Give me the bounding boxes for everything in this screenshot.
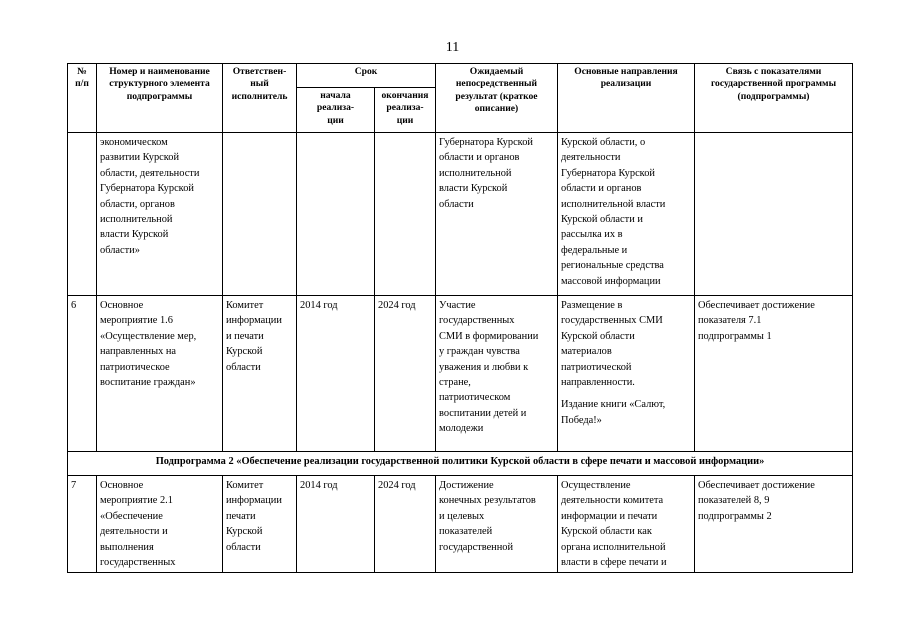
row-responsible-cell: Комитет информации и печати Курской области [223,296,297,452]
table-header-row [68,64,853,88]
subprogram-title: Подпрограмма 2 «Обеспечение реализации государственной политики Курской области в сфере печати и массовой информации» [68,452,853,476]
row-responsible-cell [223,133,297,296]
row-start-cell: 2014 год [297,476,375,573]
row-directions-cell: Осуществление деятельности комитета информации и печати Курской области как органа исполнительной власти в сфере печати и [558,476,695,573]
row-num-cell [68,133,97,296]
row-result-cell: Участие государственных СМИ в формировании у граждан чувства уважения и любви к стране, патриотическом воспитании детей и молодежи [436,296,558,452]
header-num: № п/п [68,64,97,133]
table-row [68,476,853,573]
table-row [68,296,853,452]
row-end-cell: 2024 год [375,476,436,573]
row-start-cell [297,133,375,296]
row-start-cell: 2014 год [297,296,375,452]
row-link-cell: Обеспечивает достижение показателей 8, 9 подпрограммы 2 [695,476,853,573]
header-name: Номер и наименование структурного элемента подпрограммы [97,64,223,133]
row-directions-cell: Размещение в государственных СМИ Курской области материалов патриотической направленности. Издание книги «Салют, Победа!» [558,296,695,452]
table-row [68,133,853,296]
row-num-cell: 7 [68,476,97,573]
row-link-cell: Обеспечивает достижение показателя 7.1 подпрограммы 1 [695,296,853,452]
header-term: Срок [297,64,436,88]
row-result-cell: Достижение конечных результатов и целевых показателей государственной [436,476,558,573]
row-result-cell: Губернатора Курской области и органов исполнительной власти Курской области [436,133,558,296]
header-link: Связь с показателями государственной программы (подпрограммы) [695,64,853,133]
header-directions: Основные направления реализации [558,64,695,133]
row-name-cell: Основное мероприятие 2.1 «Обеспечение деятельности и выполнения государственных [97,476,223,573]
subprogram-row [68,452,853,476]
row-link-cell [695,133,853,296]
header-term-end: окончания реализа- ции [375,88,436,133]
header-result: Ожидаемый непосредственный результат (краткое описание) [436,64,558,133]
program-table [67,63,853,573]
row-name-cell: экономическом развитии Курской области, деятельности Губернатора Курской области, органов исполнительной власти Курской области» [97,133,223,296]
row-responsible-cell: Комитет информации печати Курской области [223,476,297,573]
row-end-cell: 2024 год [375,296,436,452]
row-directions-cell: Курской области, о деятельности Губернатора Курской области и органов исполнительной власти Курской области и рассылка их в федеральные и региональные средства массовой информации [558,133,695,296]
header-term-start: начала реализа- ции [297,88,375,133]
row-end-cell [375,133,436,296]
row-name-cell: Основное мероприятие 1.6 «Осуществление мер, направленных на патриотическое воспитание граждан» [97,296,223,452]
page-number: 11 [445,40,460,55]
header-responsible: Ответствен- ный исполнитель [223,64,297,133]
row-num-cell: 6 [68,296,97,452]
